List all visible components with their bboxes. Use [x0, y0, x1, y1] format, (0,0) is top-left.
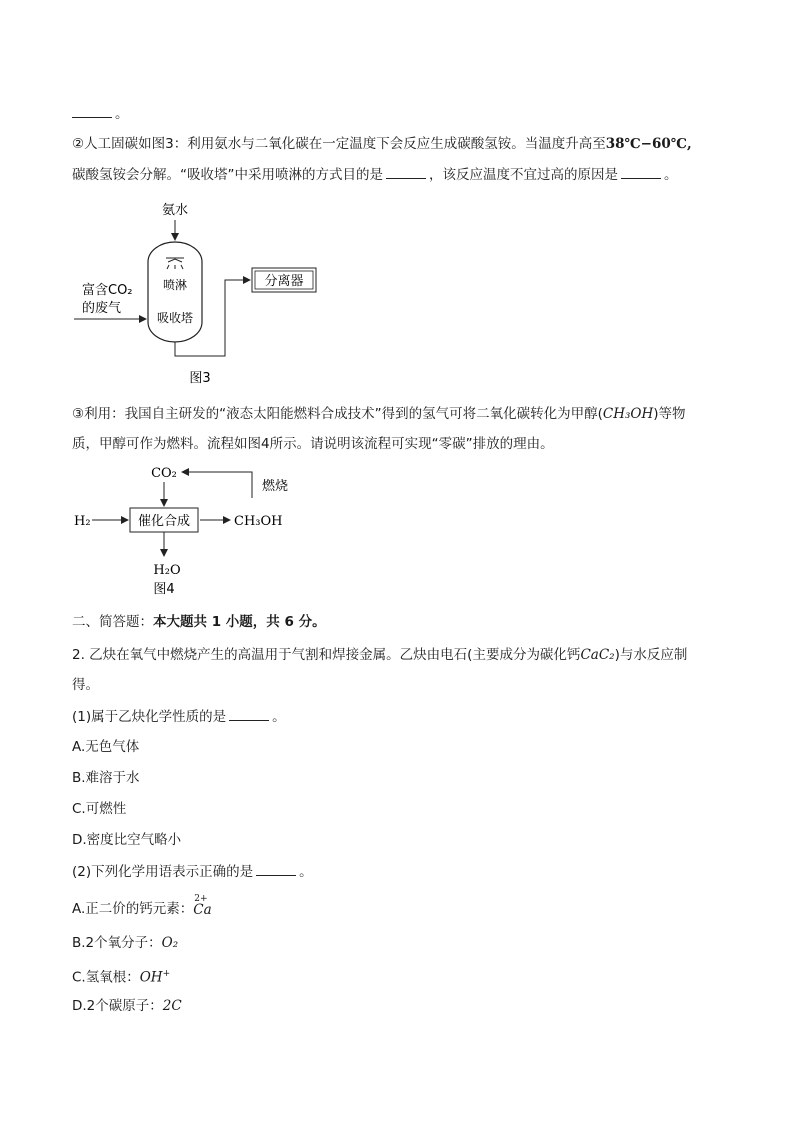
hydroxide-formula: OH — [139, 969, 163, 986]
option-2a-text: A.正二价的钙元素： — [72, 901, 194, 917]
para3-line1 — [72, 404, 686, 424]
para3-text: )等物 — [653, 406, 686, 422]
option-2b[interactable] — [72, 933, 178, 953]
option-1c[interactable]: C.可燃性 — [72, 801, 127, 817]
calcium-symbol: Ca — [193, 902, 212, 918]
spray-label: 喷淋 — [162, 278, 188, 292]
previous-answer-line — [72, 103, 129, 124]
option-1b[interactable]: B.难溶于水 — [72, 770, 140, 786]
para3-text: ③利用：我国自主研发的“液态太阳能燃料合成技术”得到的氢气可将二氧化碳转化为甲醇( — [72, 406, 603, 422]
q2-text: 得。 — [72, 677, 99, 693]
temperature-range: 38℃−60℃, — [605, 136, 692, 152]
oxygen-formula: O₂ — [161, 935, 179, 951]
absorption-tower — [148, 242, 202, 342]
option-2d[interactable] — [72, 996, 182, 1016]
co2-label: CO₂ — [151, 466, 177, 481]
ammonia-label: 氨水 — [161, 203, 189, 218]
q2-line1 — [72, 645, 687, 665]
spray-nozzle-icon — [166, 258, 184, 269]
para2-line1 — [72, 134, 692, 154]
h2-label: H₂ — [74, 514, 91, 529]
option-1d[interactable]: D.密度比空气略小 — [72, 832, 182, 848]
burn-label: 燃烧 — [262, 479, 289, 494]
figure-4-caption: 图4 — [153, 582, 175, 597]
figure-3-caption: 图3 — [189, 371, 211, 386]
q2-text: )与水反应制 — [614, 647, 688, 663]
charge-mark: + — [162, 969, 171, 979]
calcium-carbide-formula: CaC₂ — [580, 647, 615, 663]
option-2c[interactable] — [72, 964, 170, 988]
punctuation: 。 — [664, 167, 678, 183]
methanol-formula: CH₃OH — [602, 406, 654, 422]
option-2a[interactable] — [72, 894, 212, 919]
para2-line2 — [72, 164, 678, 185]
calcium-valence — [193, 894, 212, 919]
carbon-atoms-formula: 2C — [162, 998, 182, 1014]
option-2d-text: D.2个碳原子： — [72, 998, 163, 1014]
valence-mark: 2+ — [194, 894, 208, 904]
section-title: 二、简答题： — [72, 614, 153, 630]
recycle-arrow — [182, 472, 252, 498]
waste-gas-label-2: 的废气 — [82, 301, 122, 316]
q2-line2 — [72, 675, 99, 695]
water-label: H₂O — [153, 563, 181, 578]
punctuation: 。 — [299, 864, 313, 880]
option-2b-text: B.2个氧分子： — [72, 935, 162, 951]
answer-blank — [229, 706, 269, 721]
para3-line2 — [72, 434, 554, 454]
section-info: 本大题共 1 小题，共 6 分。 — [153, 614, 326, 630]
answer-blank — [256, 861, 296, 876]
figure-3-diagram — [70, 196, 330, 388]
tower-label: 吸收塔 — [156, 311, 194, 325]
answer-blank — [621, 164, 661, 179]
sub-question-2 — [72, 861, 313, 882]
answer-blank — [72, 103, 112, 118]
separator-label: 分离器 — [264, 274, 304, 289]
q2-text: 2. 乙炔在氧气中燃烧产生的高温用于气割和焊接金属。乙炔由电石(主要成分为碳化钙 — [72, 647, 581, 663]
methanol-label: CH₃OH — [234, 514, 283, 529]
option-2c-text: C.氢氧根： — [72, 969, 140, 986]
sub-question-1 — [72, 706, 286, 727]
punctuation: 。 — [272, 709, 286, 725]
sub-question-2-text: (2)下列化学用语表示正确的是 — [72, 864, 254, 880]
para2-text: ，该反应温度不宜过高的原因是 — [429, 167, 618, 183]
figure-4-diagram — [70, 460, 330, 602]
para3-text: 质，甲醇可作为燃料。流程如图4所示。请说明该流程可实现“零碳”排放的理由。 — [72, 436, 554, 452]
option-1a[interactable]: A.无色气体 — [72, 739, 140, 755]
para2-text: ②人工固碳如图3：利用氨水与二氧化碳在一定温度下会反应生成碳酸氢铵。当温度升高至 — [72, 136, 606, 152]
para2-text: 碳酸氢铵会分解。“吸收塔”中采用喷淋的方式目的是 — [72, 167, 383, 183]
answer-blank — [386, 164, 426, 179]
waste-gas-label-1: 富含CO₂ — [82, 283, 133, 298]
catalytic-synthesis-label: 催化合成 — [137, 514, 191, 529]
section-heading — [72, 612, 326, 632]
sub-question-1-text: (1)属于乙炔化学性质的是 — [72, 709, 227, 725]
punctuation: 。 — [115, 106, 129, 122]
